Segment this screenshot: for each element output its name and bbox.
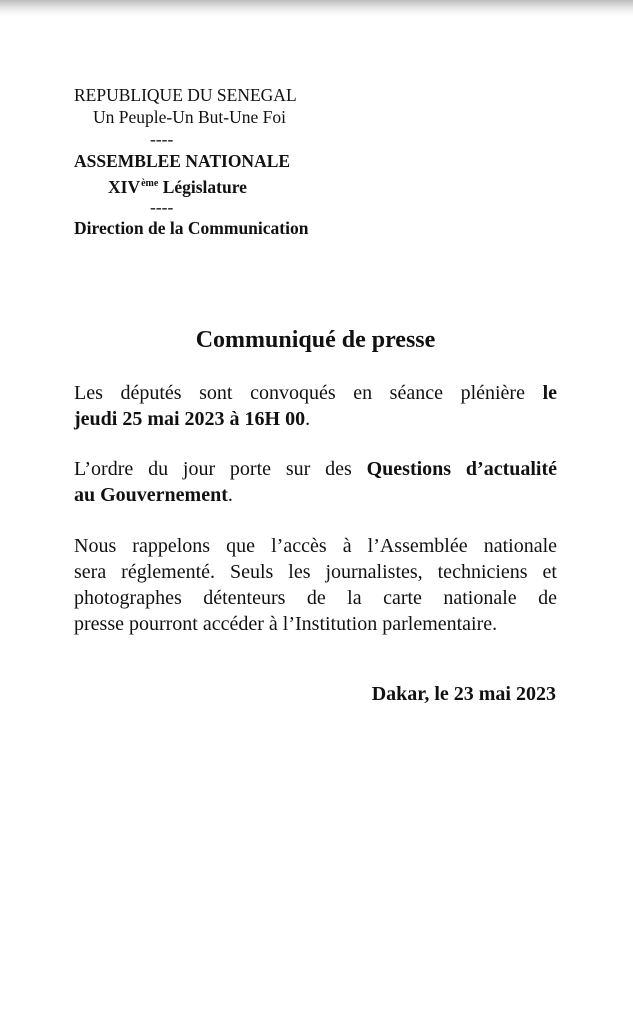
paragraph-agenda (74, 456, 557, 508)
legislature-roman: XIV (108, 177, 141, 197)
agenda-text: L’ordre du jour porte sur des (74, 458, 352, 480)
assembly-name: ASSEMBLEE NATIONALE (74, 151, 291, 171)
agenda-bold-government: au Gouvernement (74, 484, 228, 506)
legislature-superscript: ème (141, 178, 159, 189)
convocation-text: Les députés sont convoqués en séance plénière (74, 382, 525, 404)
agenda-bold-questions: Questions d’actualité (366, 458, 558, 480)
document-title (0, 327, 633, 354)
paragraph-agenda-line-2 (74, 482, 557, 508)
paragraph-agenda-line-1 (74, 456, 557, 482)
legislature-line (108, 173, 247, 198)
header-separator-2: ---- (150, 197, 174, 217)
legislature-word: Législature (162, 177, 247, 197)
convocation-bold-le: le (542, 382, 558, 404)
signature-date: Dakar, le 23 mai 2023 (371, 683, 556, 705)
agenda-period: . (227, 484, 233, 506)
session-datetime: jeudi 25 mai 2023 à 16H 00 (74, 408, 306, 430)
paragraph-convocation-line-2 (74, 406, 557, 432)
header-separator: ---- (150, 129, 174, 149)
paragraph-convocation (74, 380, 557, 432)
paragraph-access (74, 533, 557, 637)
paragraph-convocation-line-1 (74, 380, 557, 406)
session-datetime-period: . (305, 408, 311, 430)
direction-name: Direction de la Communication (74, 218, 309, 238)
country-name: REPUBLIQUE DU SENEGAL (74, 85, 297, 105)
paragraph-access-line-4: presse pourront accéder à l’Institution parlementaire. (74, 613, 498, 635)
paragraph-access-line-2: sera réglementé. Seuls les journalistes, techniciens et (74, 561, 557, 583)
paragraph-access-line-1: Nous rappelons que l’accès à l’Assemblée nationale (74, 535, 557, 557)
document-title-text: Communiqué de presse (195, 327, 436, 353)
paragraph-access-line-3: photographes détenteurs de la carte nationale de (74, 587, 557, 609)
national-motto: Un Peuple-Un But-Une Foi (93, 107, 286, 127)
